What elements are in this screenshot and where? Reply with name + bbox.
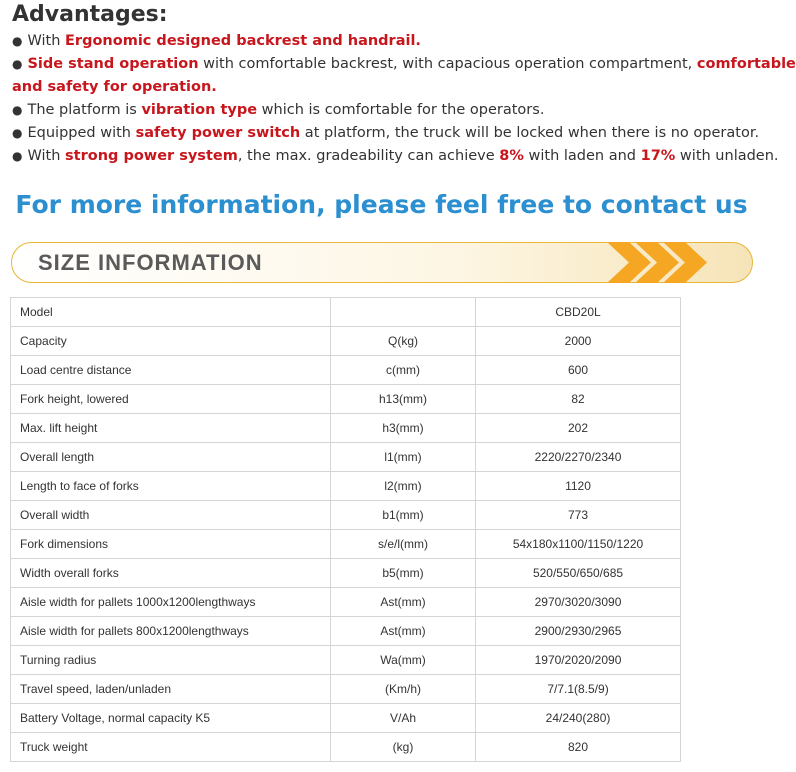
text: With — [27, 33, 66, 49]
spec-unit-cell: l1(mm) — [331, 443, 476, 472]
spec-table-body — [11, 298, 681, 762]
spec-value-cell: 1120 — [476, 472, 681, 501]
advantages-list — [12, 30, 796, 168]
advantages-heading: Advantages: — [12, 2, 168, 27]
spec-value-cell: CBD20L — [476, 298, 681, 327]
text: at platform, the truck will be locked when there is no operator. — [300, 125, 760, 141]
bullet-icon: ● — [12, 103, 23, 117]
bullet-icon: ● — [12, 57, 23, 71]
spec-name-cell: Overall length — [11, 443, 331, 472]
spec-name-cell: Travel speed, laden/unladen — [11, 675, 331, 704]
bullet-icon: ● — [12, 126, 23, 140]
spec-unit-cell: Wa(mm) — [331, 646, 476, 675]
spec-name-cell: Length to face of forks — [11, 472, 331, 501]
spec-unit-cell: Ast(mm) — [331, 588, 476, 617]
table-row — [11, 733, 681, 762]
spec-unit-cell: Ast(mm) — [331, 617, 476, 646]
spec-value-cell: 600 — [476, 356, 681, 385]
list-item — [12, 145, 779, 168]
highlight: strong power system — [65, 148, 238, 164]
spec-unit-cell: c(mm) — [331, 356, 476, 385]
spec-name-cell: Battery Voltage, normal capacity K5 — [11, 704, 331, 733]
highlight: 17% — [640, 148, 676, 164]
spec-name-cell: Max. lift height — [11, 414, 331, 443]
bullet-icon: ● — [12, 34, 23, 48]
spec-value-cell: 2970/3020/3090 — [476, 588, 681, 617]
table-row — [11, 559, 681, 588]
list-item — [12, 30, 752, 53]
highlight: comfortable — [696, 56, 796, 72]
spec-unit-cell: Q(kg) — [331, 327, 476, 356]
spec-value-cell: 2900/2930/2965 — [476, 617, 681, 646]
spec-value-cell: 520/550/650/685 — [476, 559, 681, 588]
list-item-continuation — [12, 76, 752, 99]
table-row — [11, 675, 681, 704]
list-item — [12, 99, 752, 122]
spec-value-cell: 24/240(280) — [476, 704, 681, 733]
table-row — [11, 704, 681, 733]
list-item — [12, 53, 796, 76]
spec-value-cell: 202 — [476, 414, 681, 443]
spec-unit-cell: b1(mm) — [331, 501, 476, 530]
spec-value-cell: 1970/2020/2090 — [476, 646, 681, 675]
table-row — [11, 443, 681, 472]
spec-name-cell: Capacity — [11, 327, 331, 356]
size-information-title: SIZE INFORMATION — [38, 250, 263, 275]
spec-unit-cell: h13(mm) — [331, 385, 476, 414]
spec-value-cell: 2000 — [476, 327, 681, 356]
text: with comfortable backrest, with capacious operation compartment, — [198, 56, 697, 72]
spec-value-cell: 2220/2270/2340 — [476, 443, 681, 472]
spec-value-cell: 820 — [476, 733, 681, 762]
table-row — [11, 327, 681, 356]
spec-unit-cell: V/Ah — [331, 704, 476, 733]
table-row — [11, 617, 681, 646]
spec-unit-cell — [331, 298, 476, 327]
text: Equipped with — [27, 125, 136, 141]
highlight: Ergonomic designed backrest and handrail. — [65, 33, 421, 49]
table-row — [11, 414, 681, 443]
size-information-banner — [11, 242, 753, 283]
table-row — [11, 501, 681, 530]
table-row — [11, 530, 681, 559]
spec-table — [10, 297, 681, 762]
highlight: Side stand operation — [27, 56, 199, 72]
highlight: vibration type — [141, 102, 258, 118]
spec-value-cell: 82 — [476, 385, 681, 414]
chevrons-icon — [11, 242, 753, 283]
spec-name-cell: Load centre distance — [11, 356, 331, 385]
text: The platform is — [27, 102, 142, 118]
spec-name-cell: Aisle width for pallets 1000x1200lengthways — [11, 588, 331, 617]
table-row — [11, 385, 681, 414]
spec-name-cell: Model — [11, 298, 331, 327]
spec-name-cell: Fork height, lowered — [11, 385, 331, 414]
text: with unladen. — [675, 148, 779, 164]
spec-name-cell: Turning radius — [11, 646, 331, 675]
list-item — [12, 122, 760, 145]
text: which is comfortable for the operators. — [257, 102, 545, 118]
highlight: safety power switch — [135, 125, 301, 141]
spec-name-cell: Aisle width for pallets 800x1200lengthways — [11, 617, 331, 646]
spec-name-cell: Truck weight — [11, 733, 331, 762]
spec-name-cell: Fork dimensions — [11, 530, 331, 559]
spec-unit-cell: (Km/h) — [331, 675, 476, 704]
highlight: and safety for operation. — [12, 79, 217, 95]
contact-banner[interactable]: For more information, please feel free to contact us — [15, 190, 748, 219]
spec-unit-cell: s/e/l(mm) — [331, 530, 476, 559]
text: With — [27, 148, 66, 164]
spec-unit-cell: b5(mm) — [331, 559, 476, 588]
table-row — [11, 356, 681, 385]
bullet-icon: ● — [12, 149, 23, 163]
text: , the max. gradeability can achieve — [237, 148, 500, 164]
spec-unit-cell: l2(mm) — [331, 472, 476, 501]
spec-name-cell: Width overall forks — [11, 559, 331, 588]
spec-value-cell: 54x180x1100/1150/1220 — [476, 530, 681, 559]
text: with laden and — [523, 148, 641, 164]
spec-name-cell: Overall width — [11, 501, 331, 530]
spec-unit-cell: (kg) — [331, 733, 476, 762]
highlight: 8% — [499, 148, 524, 164]
table-row — [11, 588, 681, 617]
table-row — [11, 472, 681, 501]
spec-unit-cell: h3(mm) — [331, 414, 476, 443]
spec-value-cell: 773 — [476, 501, 681, 530]
table-row — [11, 298, 681, 327]
spec-value-cell: 7/7.1(8.5/9) — [476, 675, 681, 704]
table-row — [11, 646, 681, 675]
